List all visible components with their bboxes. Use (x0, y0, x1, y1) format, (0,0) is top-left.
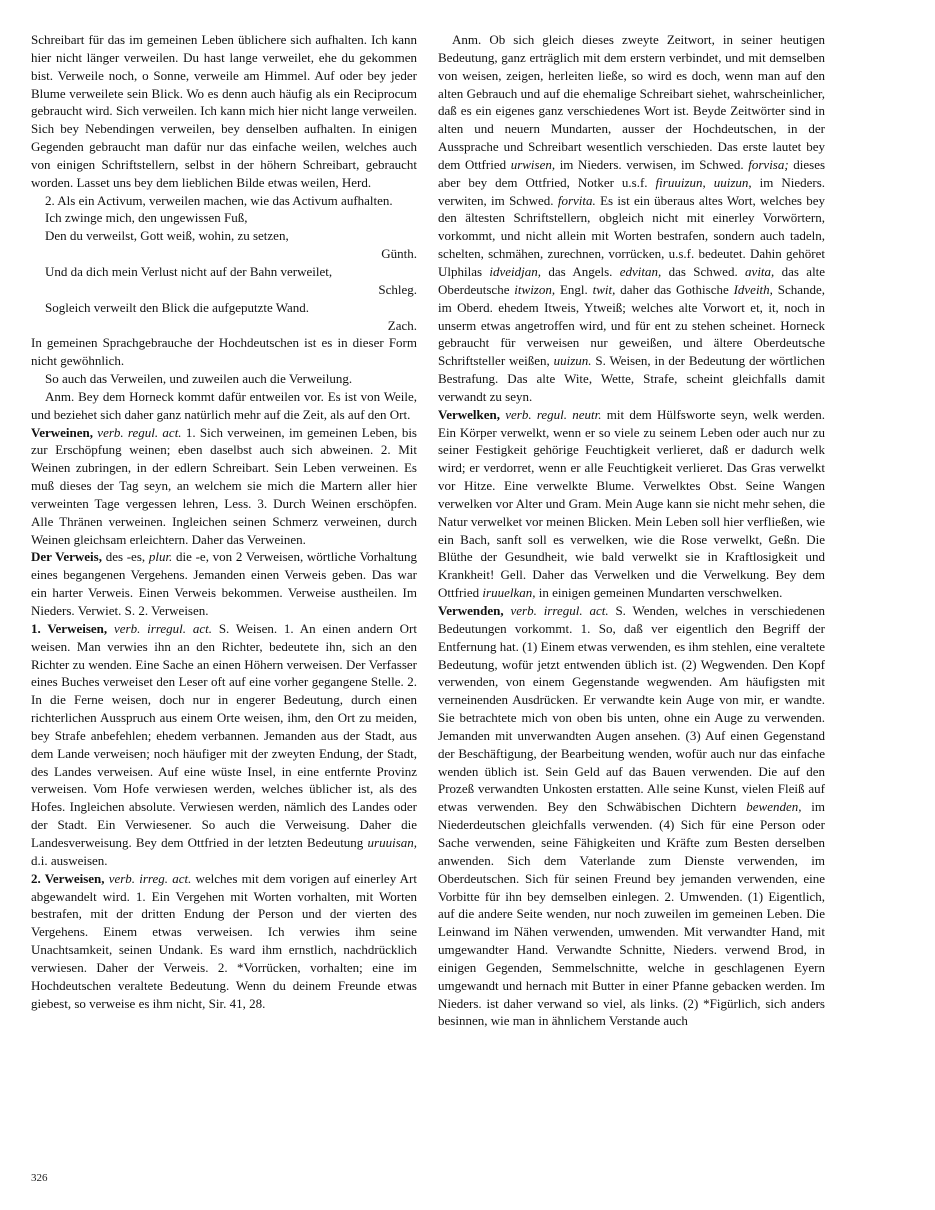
derived-forms-note: So auch das Verweilen, und zuweilen auch die Verweilung. (45, 371, 353, 387)
grammar-label: verb. regul. neutr. (505, 406, 602, 422)
left-column (31, 31, 417, 1012)
old-form: urwisen, (510, 156, 556, 172)
old-form: uruuisan, (367, 834, 418, 850)
dictionary-entry (438, 602, 825, 1030)
entry-text: Anm. Ob sich gleich dieses zweyte Zeitwort, in seiner heutigen Bedeutung, ganz erträglich mit dem erstern verbindet, und mit demselben von weisen, zeigen, herleiten ließe, so wird es doch, wenn man auf den alten Gebrauch und auf die ehemalige Schreibart siehet, wahrscheinlicher, daß es ein eigenes ganz verschiedenes Wort ist. Beyde Zeitwörter sind in alten und neuern Mundarten, ausser der Hochdeutschen, in der Aussprache und Schreibart wesentlich verschieden. Das erste lautet bey dem Ottfried (438, 32, 825, 172)
old-form: Idveith, (733, 281, 773, 297)
entry-headword: 1. Verweisen, (31, 620, 108, 636)
entry-text: mit dem Hülfsworte seyn, welk werden. Ein Körper verwelkt, wenn er so viele zu seinem Leben oder auch nur zu seiner Festigkeit gehörige Feuchtigkeit verlieret, daß er dadurch welk wird; er verdorret, wenn er alle Feuchtigkeit verlieret. Das Gras verwelkt vor Hitze. Eine verwelkte Blume. Verwelktes Obst. Seine Wangen verwelken vor Alter und Gram. Mein Auge kann sie nicht mehr sehen, die Natur verwelket vor meinen Blicken. Mein Leben soll hier verfließen, wie ein Bach, sanft soll es verwelken, wie die Rose verwelkt, Geßn. Die Blüthe der Gesundheit, wie bald verwelkt sie in Kraftlosigkeit und Krankheit! Gell. Daher das Verwelken und die Verwelkung. Bey dem Ottfried (438, 406, 826, 601)
entry-headword: Verwenden, (438, 603, 504, 618)
old-form: itwizon, (514, 281, 556, 297)
annotation-paragraph: Anm. Bey dem Horneck kommt dafür entweilen vor. Es ist von Weile, und beziehet sich daher ganz natürlich mehr auf die Zeit, als auf den Ort. (31, 388, 417, 422)
entry-text: des -es, (105, 549, 146, 565)
entry-headword: 2. Verweisen, (31, 870, 105, 886)
grammar-label: verb. regul. act. (97, 424, 182, 440)
entry-text: Schande, im Oberd. ehedem Itweis, Ytweiß; welches alte Vorwort et, it, noch in unserm etwas angetroffen wird, und für ent zu stehen scheinet. Horneck gebraucht für verweisen nur geweißen, und ältere Oberdeutsche Schriftsteller weißen, (438, 281, 826, 369)
old-form: uuizun. (553, 353, 592, 369)
dictionary-entry (31, 870, 417, 1013)
entry-text: dieses aber bey dem Ottfried, Notker u.s.f. (438, 156, 826, 190)
old-form: avita, (745, 263, 775, 279)
old-form: iruuelkan, (482, 585, 536, 601)
verse-attribution: Schleg. (378, 281, 417, 297)
old-form: bewenden, (746, 799, 802, 815)
entry-text: die -e, von 2 Verweisen, wörtliche Vorhaltung eines begangenen Vergehens. Jemanden einen Verweis geben. Das war ein harter Verweis. Einen Verweis bekommen. Verweise austheilen. Im Nieders. Verwiet. S. 2. Verweisen. (31, 549, 417, 618)
verse-attribution: Zach. (387, 317, 417, 333)
old-form: forvisa; (748, 156, 789, 172)
old-form: twit, (592, 281, 616, 297)
old-form: firuuizun, uuizun, (655, 174, 752, 190)
entry-text: im Nieders. verwiten, im Schwed. (438, 174, 826, 208)
dictionary-entry (31, 424, 417, 549)
entry-headword: Verwelken, (438, 406, 500, 422)
grammar-label: verb. irreg. act. (108, 870, 192, 886)
entry-text: S. Weisen. 1. An einen andern Ort weisen. Man verwies ihn an den Richter, bedeutete ihn, sich an den Richter zu wenden. Eine Sache an einen Höhern verweisen. Der Verfasser eines Buches verweiset den Leser oft auf eine vorher gegangene Stelle. 2. In die Ferne weisen, doch nur in engerer Bedeutung, durch einen richterlichen Ausspruch aus einem Orte weisen, ihm, den Ort zu meiden, bey Strafe anbefehlen; ehedem verbannen. Jemanden aus der Stadt, aus dem Lande verweisen; noch häufiger mit der zweyten Endung, der Stadt, des Landes verweisen. Auf eine wüste Insel, in eine entfernte Provinz verweisen. Vom Hofe verwiesen werden, welches üblicher ist, als des Hofes. Ingleichen absolute. Verwiesen werden, nämlich des Landes oder der Stadt. Ein Verwiesener. So auch die Verweisung. Daher die Landesverweisung. Bey dem Ottfried in der letzten Bedeutung (31, 620, 417, 850)
entry-text: Es ist ein überaus altes Wort, welches bey den ältesten Schriftstellern, obgleich nicht mit einerley Vorwörtern, vorkommt, und nicht allein mit Worten bestrafen, sondern auch tadeln, schelten, schmähen, zurechnen, vorrücken, u.s.f. bedeutet. Dahin gehöret Ulphilas (438, 192, 826, 279)
annotation-paragraph (438, 31, 825, 406)
grammar-label: plur. (148, 549, 173, 565)
verse-attribution: Günth. (381, 246, 417, 262)
page-number: 326 (31, 1172, 48, 1184)
entry-headword: Verweinen, (31, 424, 93, 440)
entry-text: S. Weisen, in der Bedeutung der wörtlichen Bestrafung. Das alte Wite, Wette, Strafe, scheint gleichfalls damit verwandt zu seyn. (438, 353, 826, 404)
verse-line: Ich zwinge mich, den ungewissen Fuß, (45, 210, 248, 226)
entry-text: im Nieders. verwisen, im Schwed. (559, 156, 744, 172)
entry-text: in einigen gemeinen Mundarten verschwelken. (538, 585, 783, 601)
entry-continuation: Schreibart für das im gemeinen Leben üblichere sich aufhalten. Ich kann hier nicht länger verweilen. Du hast lange verweilet, ehe du gekommen bist. Verweile noch, o Sonne, verweile am Himmel. Auf oder bey jeder Blume verweilete sein Blick. Wo es denn auch häufig als ein Reciprocum gebraucht wird. Sich verweilen. Ich kann mich hier nicht lange verweilen. Sich bey Nebendingen verweilen, bey denselben aufhalten. In einigen Gegenden gebraucht man dafür nur das einfache weilen, welches auch von einigen Schriftstellern, selbst in der höhern Schreibart, gebraucht worden. Lasset uns bey dem lieblichen Bilde etwas weilen, Herd. (31, 32, 417, 190)
entry-text: das alte Oberdeutsche (438, 263, 826, 297)
sense-2-paragraph: 2. Als ein Activum, verweilen machen, wie das Activum aufhalten. (45, 192, 393, 208)
usage-note: In gemeinen Sprachgebrauche der Hochdeutschen ist es in dieser Form nicht gewöhnlich. (31, 335, 417, 369)
verse-line: Und da dich mein Verlust nicht auf der Bahn verweilet, (45, 263, 333, 279)
entry-text: das Schwed. (668, 263, 738, 279)
dictionary-entry (31, 620, 417, 870)
verse-line: Den du verweilst, Gott weiß, wohin, zu setzen, (45, 228, 289, 244)
entry-text: welches mit dem vorigen auf einerley Art abgewandelt wird. 1. Ein Vergehen mit Worten vorhalten, mit Worten bestrafen, mit der dritten Endung der Person und der vierten des Vergehens. Einem etwas verweisen. Ich verwies ihm seine Unachtsamkeit, seinen Undank. Es ward ihm ernstlich, nachdrücklich verwiesen. Daher der Verweis. 2. *Vorrücken, vorhalten; eine im Hochdeutschen veraltete Bedeutung. Wenn du deinem Freunde etwas giebest, so verweise es ihm nicht, Sir. 41, 28. (31, 870, 417, 1011)
entry-text: 1. Sich verweinen, im gemeinen Leben, bis zur Erschöpfung weinen; eben daselbst auch sich abweinen. 2. Mit Weinen zubringen, in der edlern Schreibart. Sein Leben verweinen. Es muß dieses der Tag seyn, an welchem sie mich die Martern aller hier verweinten Tage vergessen lehren, Less. 3. Durch Weinen erschöpfen. Alle Thränen verweinen. Ingleichen seinen Schmerz verweinen, durch Weinen gleichsam erleichtern. Daher das Verweinen. (31, 424, 417, 547)
dictionary-entry (31, 548, 417, 619)
old-form: edvitan, (619, 263, 662, 279)
old-form: idveidjan, (489, 263, 542, 279)
grammar-label: verb. irregul. act. (113, 620, 212, 636)
entry-text: d.i. ausweisen. (31, 852, 108, 868)
verse-line: Sogleich verweilt den Blick die aufgeputzte Wand. (45, 299, 310, 315)
dictionary-entry (438, 406, 825, 602)
old-form: forvita. (557, 192, 596, 208)
entry-text: Engl. (559, 281, 588, 297)
entry-text: S. Wenden, welches in verschiedenen Bedeutungen vorkommt. 1. So, daß ver eigentlich den Begriff der Entfernung hat. (1) Einem etwas verwenden, es ihm stehlen, eine veraltete Bedeutung, wofür jetzt entwenden üblich ist. (2) Wegwenden. Den Kopf verwenden, von einem Gegenstande wegwenden. Am häufigsten mit verneinenden Ausdrücken. Er verwandte kein Auge von mir, er wandte. Sie betrachtete mich von oben bis unten, ohne ein Auge zu verwenden. Jemanden mit unverwandten Augen ansehen. (3) Auf einen Gegenstand der Beschäftigung, der Bearbeitung wenden, wofür auch nur das einfache wenden üblich ist. Sein Geld auf das Bauen verwenden. Die auf den Prozeß verwandten Unkosten erstatten. Alle seine Kunst, vielen Fleiß auf etwas verwenden. Bey den Schwäbischen Dichtern (438, 603, 826, 815)
entry-text: daher das Gothische (620, 281, 729, 297)
entry-text: das Angels. (548, 263, 613, 279)
grammar-label: verb. irregul. act. (510, 603, 609, 618)
entry-headword: Der Verweis, (31, 549, 102, 565)
right-column (438, 31, 825, 1030)
entry-text: im Niederdeutschen gleichfalls verwenden. (4) Sich für eine Person oder Sache verwenden, seine Fähigkeiten und Kräfte zum Besten derselben anwenden. Sich dem Vaterlande zum Dienste verwenden, im Oberdeutschen. Sich für seinen Freund bey jemanden verwenden, eine Vorbitte für ihn bey demselben einlegen. 2. Umwenden. (1) Eigentlich, auf die andere Seite wenden, nur noch zuweilen im gemeinen Leben. Die Leinwand im Nähen verwenden, umwenden. Mit verwandter Hand, mit umgewandter Hand. Verwandte Schnitte, Nieders. verwend Brod, in einigen Gegenden, Semmelschnitte, welche in geschlagenen Eyern umgewandt und hernach mit Butter in einer Pfanne gebacken werden. Im Nieders. ist daher verwand so viel, als links. (2) *Figürlich, sich anders besinnen, wie man in ähnlichem Verstande auch (438, 799, 826, 1029)
